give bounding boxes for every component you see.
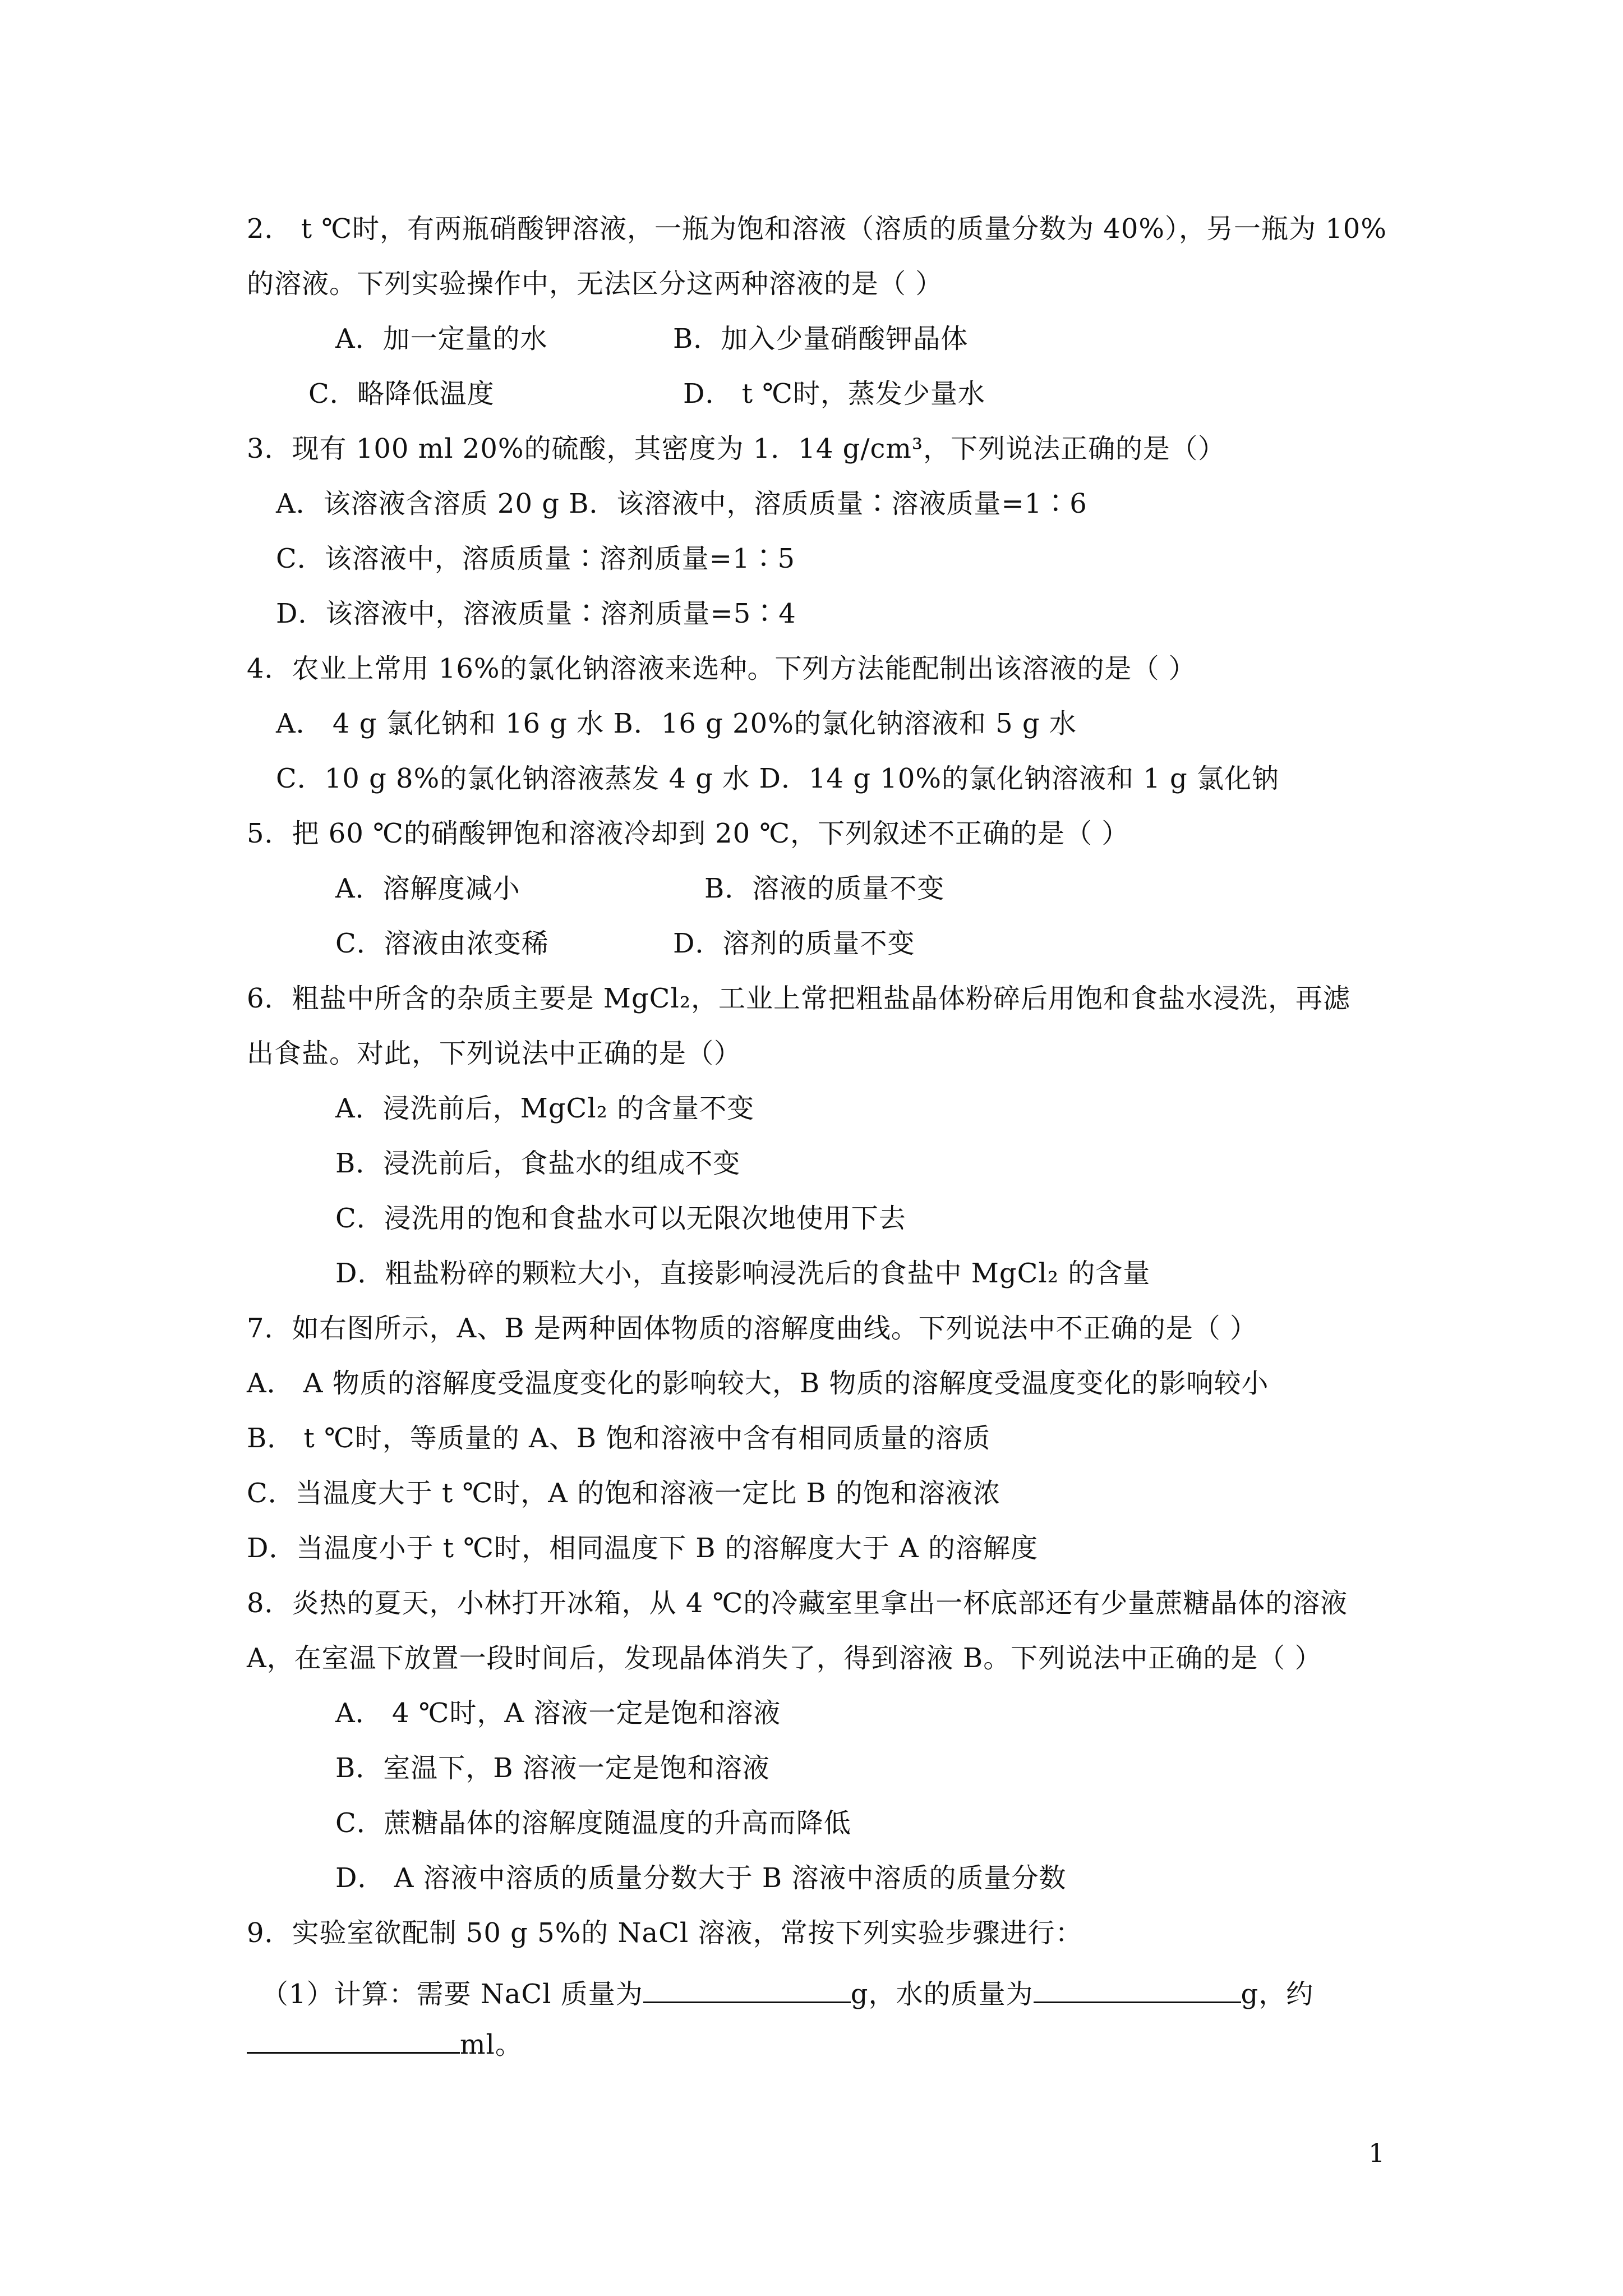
q5-option-b: B．溶液的质量不变: [704, 873, 945, 904]
q5-option-d: D．溶剂的质量不变: [673, 928, 915, 959]
q9-step-1-line-2: [247, 2027, 523, 2062]
q9-step-1-prefix: （1）计算：需要 NaCl 质量为: [261, 1978, 643, 2010]
q6-option-a: A．浸洗前后，MgCl₂ 的含量不变: [335, 1093, 755, 1124]
q8-stem-line-1: 8．炎热的夏天，小林打开冰箱，从 4 ℃的冷藏室里拿出一杯底部还有少量蔗糖晶体的溶液: [247, 1588, 1348, 1619]
q9-step-1-suffix: g，约: [1241, 1978, 1314, 2010]
q5-option-c: C．溶液由浓变稀: [335, 928, 549, 959]
q2-stem-line-1: 2． t ℃时，有两瓶硝酸钾溶液，一瓶为饱和溶液（溶质的质量分数为 40%），另一瓶为 10%: [247, 213, 1387, 245]
q6-stem-line-2: 出食盐。对此，下列说法中正确的是（）: [247, 1038, 742, 1069]
nacl-mass-blank[interactable]: [643, 1977, 851, 2003]
q7-option-d: D．当温度小于 t ℃时，相同温度下 B 的溶解度大于 A 的溶解度: [247, 1533, 1038, 1564]
q7-option-c: C．当温度大于 t ℃时，A 的饱和溶液一定比 B 的饱和溶液浓: [247, 1478, 1000, 1509]
q6-option-b: B．浸洗前后，食盐水的组成不变: [335, 1148, 741, 1179]
q6-option-d: D．粗盐粉碎的颗粒大小，直接影响浸洗后的食盐中 MgCl₂ 的含量: [335, 1258, 1151, 1289]
q8-stem-line-2: A，在室温下放置一段时间后，发现晶体消失了，得到溶液 B。下列说法中正确的是（ ）: [247, 1642, 1322, 1674]
q4-options-c-d: C．10 g 8%的氯化钠溶液蒸发 4 g 水 D．14 g 10%的氯化钠溶液和 1 g 氯化钠: [276, 763, 1280, 794]
q5-stem: 5．把 60 ℃的硝酸钾饱和溶液冷却到 20 ℃，下列叙述不正确的是（ ）: [247, 818, 1129, 849]
q2-option-a: A．加一定量的水: [335, 323, 548, 355]
q8-option-c: C．蔗糖晶体的溶解度随温度的升高而降低: [335, 1807, 851, 1839]
water-mass-blank[interactable]: [1034, 1977, 1241, 2003]
q6-option-c: C．浸洗用的饱和食盐水可以无限次地使用下去: [335, 1203, 906, 1234]
q4-stem: 4．农业上常用 16%的氯化钠溶液来选种。下列方法能配制出该溶液的是（ ）: [247, 653, 1196, 684]
q9-step-1-end: ml。: [460, 2029, 523, 2060]
q3-stem: 3．现有 100 ml 20%的硫酸，其密度为 1．14 g/cm³，下列说法正确的是（）: [247, 433, 1226, 464]
q8-option-a: A． 4 ℃时，A 溶液一定是饱和溶液: [335, 1697, 781, 1729]
q2-option-c: C．略降低温度: [308, 378, 495, 409]
q8-option-b: B．室温下，B 溶液一定是饱和溶液: [335, 1752, 770, 1784]
q8-option-d: D． A 溶液中溶质的质量分数大于 B 溶液中溶质的质量分数: [335, 1862, 1067, 1894]
q2-stem-line-2: 的溶液。下列实验操作中，无法区分这两种溶液的是（ ）: [247, 268, 943, 300]
q3-option-c: C．该溶液中，溶质质量∶溶剂质量=1∶5: [276, 543, 796, 574]
q6-stem-line-1: 6．粗盐中所含的杂质主要是 MgCl₂，工业上常把粗盐晶体粉碎后用饱和食盐水浸洗，再滤: [247, 983, 1350, 1014]
q3-options-a-b: A．该溶液含溶质 20 g B．该溶液中，溶质质量∶溶液质量=1∶6: [276, 488, 1087, 519]
q9-stem: 9．实验室欲配制 50 g 5%的 NaCl 溶液，常按下列实验步骤进行：: [247, 1917, 1083, 1949]
q7-stem: 7．如右图所示，A、B 是两种固体物质的溶解度曲线。下列说法中不正确的是（ ）: [247, 1313, 1257, 1344]
q9-step-1-mid: g，水的质量为: [850, 1978, 1034, 2010]
q7-option-a: A． A 物质的溶解度受温度变化的影响较大，B 物质的溶解度受温度变化的影响较小: [247, 1368, 1269, 1399]
q2-option-d: D． t ℃时，蒸发少量水: [683, 378, 985, 409]
q7-option-b: B． t ℃时，等质量的 A、B 饱和溶液中含有相同质量的溶质: [247, 1423, 991, 1454]
q9-step-1-line: [261, 1977, 1313, 2011]
q2-option-b: B．加入少量硝酸钾晶体: [673, 323, 969, 355]
q3-option-d: D．该溶液中，溶液质量∶溶剂质量=5∶4: [276, 598, 796, 629]
page-number: 1: [1368, 2138, 1385, 2168]
water-volume-blank[interactable]: [247, 2027, 460, 2054]
q4-options-a-b: A． 4 g 氯化钠和 16 g 水 B．16 g 20%的氯化钠溶液和 5 g 水: [276, 708, 1077, 739]
q5-option-a: A．溶解度减小: [335, 873, 520, 904]
